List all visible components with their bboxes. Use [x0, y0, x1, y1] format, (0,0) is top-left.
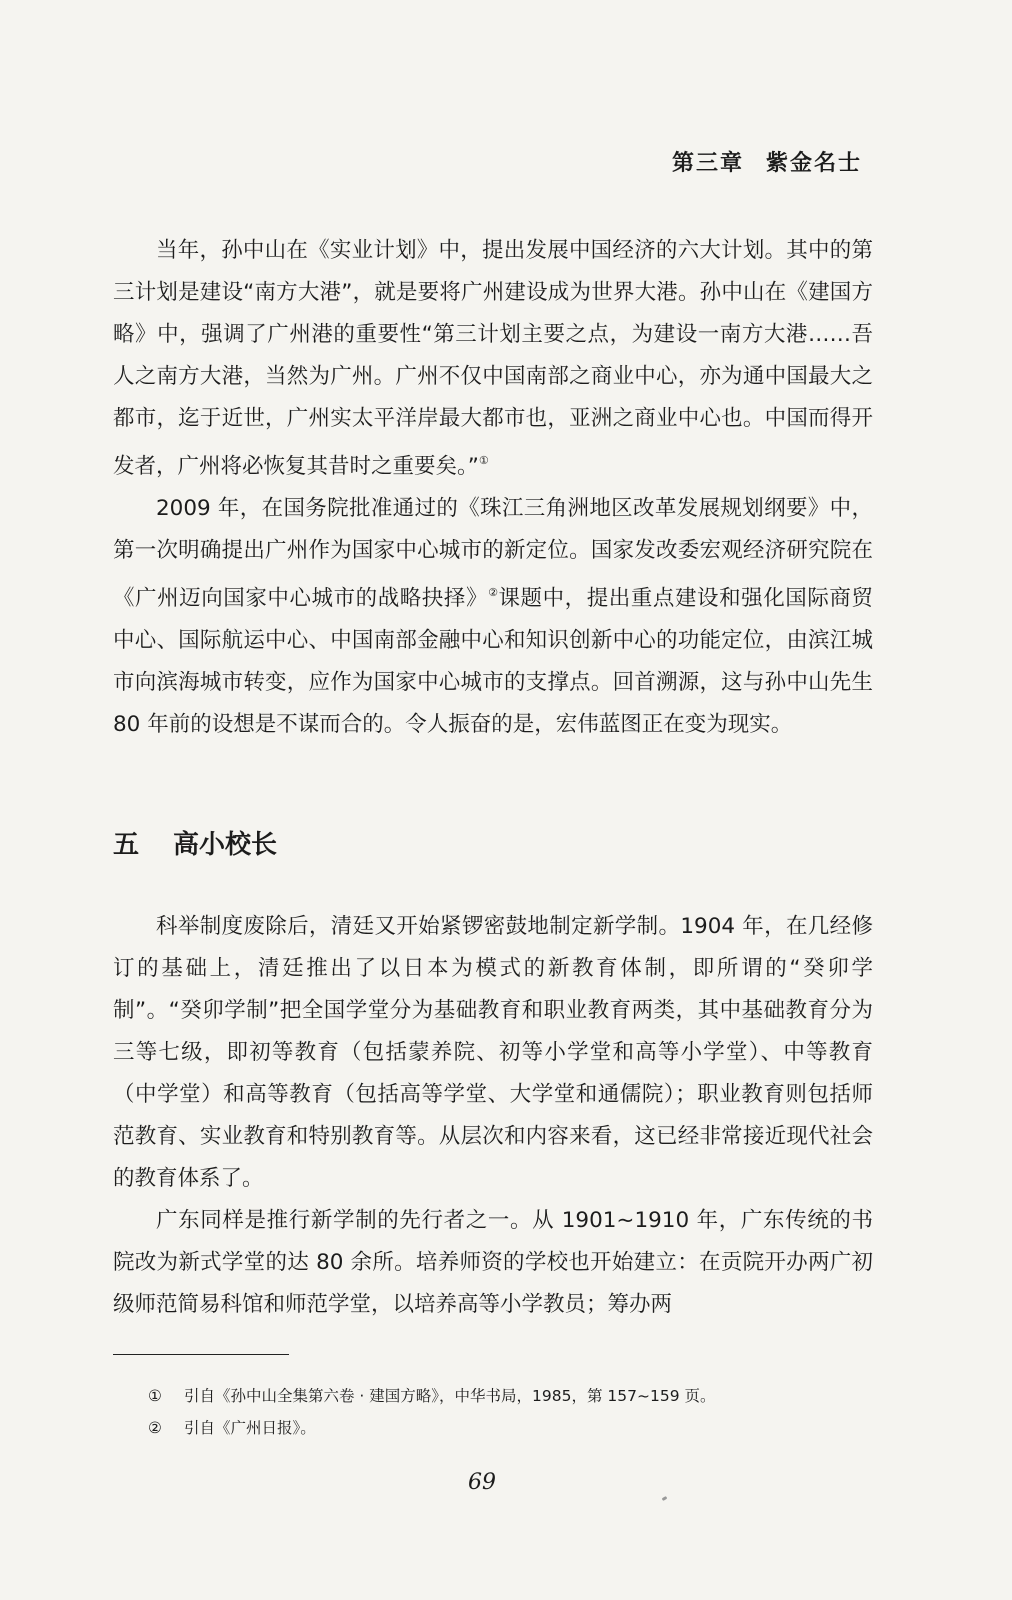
- footnotes: [148, 1380, 716, 1444]
- paragraph-text: 课题中，提出重点建设和强化国际商贸中心、国际航运中心、中国南部金融中心和知识创新中心的功能定位，由滨江城市向滨海城市转变，应作为国家中心城市的支撑点。回首溯源，这与孙中山先生 80 年前的设想是不谋而合的。令人振奋的是，宏伟蓝图正在变为现实。: [113, 586, 873, 737]
- footnote-mark: ②: [148, 1419, 162, 1437]
- page-number: 69: [468, 1470, 496, 1495]
- section-title: 高小校长: [173, 830, 278, 860]
- footnote-mark: ①: [148, 1387, 162, 1405]
- paragraph: 广东同样是推行新学制的先行者之一。从 1901~1910 年，广东传统的书院改为新式学堂的达 80 余所。培养师资的学校也开始建立：在贡院开办两广初级师范简易科馆和师范学堂，以培养高等小学教员；筹办两: [113, 1208, 873, 1317]
- section-heading: [113, 824, 277, 861]
- scan-speck: [662, 1496, 668, 1501]
- section-number: 五: [113, 830, 140, 860]
- footnote-divider: [113, 1354, 289, 1355]
- footnote-ref: ①: [478, 454, 489, 467]
- section-text-lower: [113, 906, 873, 1326]
- paragraph-text: 当年，孙中山在《实业计划》中，提出发展中国经济的六大计划。其中的第三计划是建设“南方大港”，就是要将广州建设成为世界大港。孙中山在《建国方略》中，强调了广州港的重要性“第三计划主要之点，为建设一南方大港……吾人之南方大港，当然为广州。广州不仅中国南部之商业中心，亦为通中国最大之都市，迄于近世，广州实太平洋岸最大都市也，亚洲之商业中心也。中国而得开发者，广州将必恢复其昔时之重要矣。”: [113, 238, 873, 479]
- section-text-upper: [113, 230, 873, 746]
- footnote-text: 引自《广州日报》。: [184, 1419, 316, 1437]
- chapter-title: 紫金名士: [765, 151, 862, 176]
- running-header: [672, 146, 862, 177]
- footnote: [148, 1412, 716, 1444]
- footnote-ref: ②: [488, 586, 499, 599]
- chapter-number: 第三章: [671, 151, 744, 176]
- paragraph: [113, 230, 873, 488]
- footnote: [148, 1380, 716, 1412]
- paragraph: 科举制度废除后，清廷又开始紧锣密鼓地制定新学制。1904 年，在几经修订的基础上，清廷推出了以日本为模式的新教育体制，即所谓的“癸卯学制”。“癸卯学制”把全国学堂分为基础教育和职业教育两类，其中基础教育分为三等七级，即初等教育（包括蒙养院、初等小学堂和高等小学堂）、中等教育（中学堂）和高等教育（包括高等学堂、大学堂和通儒院）；职业教育则包括师范教育、实业教育和特别教育等。从层次和内容来看，这已经非常接近现代社会的教育体系了。: [113, 914, 873, 1191]
- paragraph-text: 2009 年，在国务院批准通过的《珠江三角洲地区改革发展规划纲要》中，第一次明确提出广州作为国家中心城市的新定位。国家发改委宏观经济研究院在《广州迈向国家中心城市的战略抉择》: [113, 496, 873, 611]
- paragraph: [113, 488, 873, 746]
- footnote-text: 引自《孙中山全集第六卷 · 建国方略》，中华书局，1985，第 157~159 页。: [184, 1387, 716, 1405]
